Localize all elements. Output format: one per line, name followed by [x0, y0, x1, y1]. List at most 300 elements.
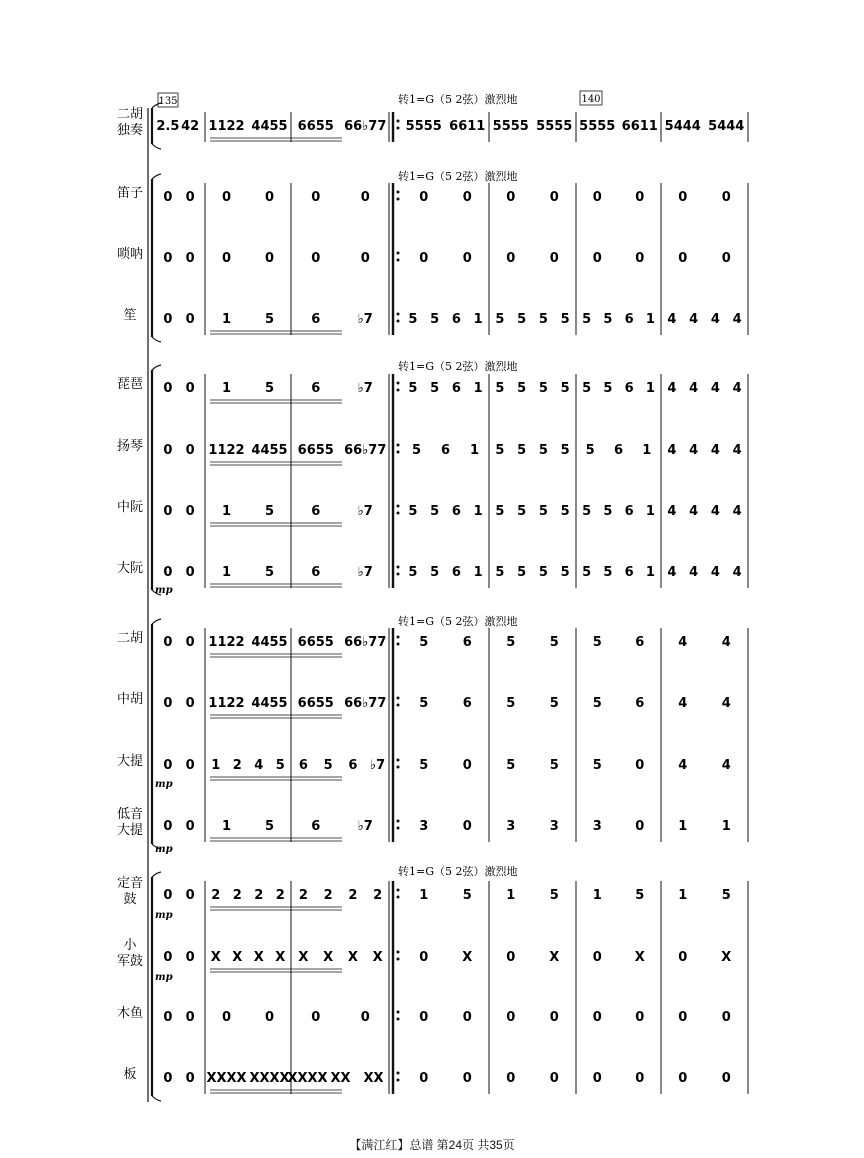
instrument-label: 大阮: [116, 561, 144, 576]
note-group: 5: [419, 696, 429, 711]
repeat-dot: [397, 896, 400, 899]
measure-number: 140: [581, 94, 601, 105]
note-group: 0: [221, 190, 232, 205]
note-group: 2: [323, 888, 333, 903]
note-group: 1: [645, 504, 655, 519]
note-group: 0: [360, 251, 370, 266]
note-group: 5: [264, 819, 275, 834]
note-group: 0: [462, 251, 472, 266]
note-group: ♭7: [357, 504, 373, 519]
note-group: 0: [506, 1071, 516, 1086]
note-group: 0: [185, 888, 195, 903]
note-group: 4: [689, 565, 699, 580]
note-group: 0: [678, 950, 688, 965]
note-group: XX: [330, 1071, 351, 1086]
note-group: 0: [163, 1010, 173, 1025]
note-group: 2.5: [156, 119, 180, 134]
dynamic-marking: mp: [155, 585, 173, 596]
note-group: X: [232, 950, 243, 965]
note-group: ♭7: [357, 819, 373, 834]
note-group: 1: [221, 565, 232, 580]
note-group: 0: [678, 251, 688, 266]
note-group: 0: [360, 1010, 370, 1025]
note-group: 6: [440, 443, 451, 458]
repeat-dot: [397, 759, 400, 762]
note-group: 1: [642, 443, 652, 458]
note-group: 5: [517, 565, 527, 580]
note-group: 0: [721, 1010, 731, 1025]
instrument-label: 大提: [116, 823, 144, 838]
note-group: 5: [592, 635, 602, 650]
note-group: 0: [185, 1071, 195, 1086]
note-group: 2: [275, 888, 285, 903]
note-group: 0: [549, 1071, 559, 1086]
note-group: X: [298, 950, 309, 965]
bracket-hook: [152, 174, 161, 179]
instrument-label: 大提: [116, 754, 144, 769]
repeat-dot: [397, 444, 400, 447]
note-group: 5555: [536, 119, 573, 134]
note-group: 6: [635, 635, 645, 650]
instrument-label: 中阮: [116, 500, 144, 515]
note-group: 1: [469, 443, 480, 458]
note-group: 1: [678, 888, 688, 903]
note-group: 0: [419, 190, 429, 205]
note-group: 4: [710, 565, 720, 580]
note-group: 1: [221, 312, 232, 327]
note-group: 0: [185, 819, 195, 834]
note-group: 0: [506, 190, 516, 205]
bracket-hook: [152, 337, 161, 342]
repeat-dot: [397, 951, 400, 954]
note-group: 0: [185, 251, 195, 266]
note-group: 6: [311, 381, 321, 396]
page-footer: 【满江红】总谱 第24页 共35页: [349, 1138, 515, 1152]
note-group: 0: [678, 190, 688, 205]
note-group: 0: [419, 1071, 429, 1086]
note-group: 0: [462, 1071, 472, 1086]
instrument-label: 唢呐: [116, 247, 144, 262]
note-group: 5: [419, 758, 429, 773]
repeat-dot: [397, 697, 400, 700]
note-group: 0: [185, 190, 195, 205]
note-group: 5: [517, 443, 527, 458]
note-group: 0: [163, 888, 173, 903]
note-group: 4: [710, 443, 720, 458]
note-group: X: [347, 950, 358, 965]
note-group: 1: [221, 381, 232, 396]
note-group: 4: [689, 312, 699, 327]
note-group: ♭7: [370, 758, 386, 773]
note-group: 4: [678, 696, 688, 711]
note-group: 4455: [251, 443, 288, 458]
note-group: 3: [549, 819, 559, 834]
note-group: 4: [732, 312, 742, 327]
instrument-label: 二胡: [116, 631, 144, 646]
note-group: 5: [603, 312, 613, 327]
note-group: 5: [495, 565, 505, 580]
note-group: 3: [506, 819, 516, 834]
dynamic-marking: mp: [155, 844, 173, 855]
dynamic-marking: mp: [155, 972, 173, 983]
note-group: 0: [635, 758, 645, 773]
note-group: 0: [678, 1010, 688, 1025]
note-group: 6: [311, 565, 321, 580]
instrument-label: 木鱼: [116, 1006, 144, 1021]
note-group: 4: [689, 443, 699, 458]
note-group: 5444: [708, 119, 745, 134]
note-group: 4: [732, 381, 742, 396]
note-group: 6: [451, 381, 461, 396]
note-group: 5: [721, 888, 731, 903]
note-group: 0: [462, 758, 472, 773]
note-group: 4: [710, 504, 720, 519]
note-group: 5: [538, 504, 548, 519]
note-group: 1122: [208, 119, 245, 134]
repeat-dot: [397, 1079, 400, 1082]
note-group: 0: [311, 190, 321, 205]
note-group: 0: [635, 1010, 645, 1025]
note-group: 4: [710, 381, 720, 396]
instrument-label: 鼓: [123, 892, 137, 907]
note-group: 5: [582, 565, 592, 580]
note-group: 4: [667, 504, 677, 519]
note-group: 2: [298, 888, 308, 903]
note-group: 5: [517, 504, 527, 519]
note-group: 6655: [297, 443, 334, 458]
note-group: 5555: [405, 119, 442, 134]
dynamic-marking: mp: [155, 910, 173, 921]
note-group: 5: [538, 312, 548, 327]
note-group: 5: [430, 504, 440, 519]
key-change-label: 转1=G（5 2弦）激烈地: [398, 615, 518, 628]
note-group: ♭7: [357, 565, 373, 580]
note-group: 1: [506, 888, 516, 903]
note-group: 5: [517, 312, 527, 327]
note-group: 2: [373, 888, 383, 903]
repeat-dot: [397, 820, 400, 823]
note-group: 0: [163, 565, 173, 580]
note-group: 0: [549, 251, 559, 266]
note-group: 5: [603, 504, 613, 519]
note-group: 66♭77: [344, 119, 387, 134]
instrument-label: 笛子: [116, 186, 144, 201]
note-group: 0: [264, 1010, 275, 1025]
note-group: 5: [495, 504, 505, 519]
note-group: 1122: [208, 443, 245, 458]
repeat-dot: [397, 1072, 400, 1075]
note-group: 5: [408, 504, 418, 519]
note-group: 5: [264, 381, 275, 396]
instrument-label: 琵琶: [116, 377, 144, 392]
note-group: 5: [495, 443, 505, 458]
note-group: 5555: [579, 119, 616, 134]
note-group: 0: [185, 1010, 195, 1025]
note-group: 5: [560, 312, 570, 327]
note-group: 6611: [621, 119, 658, 134]
note-group: 5: [585, 443, 595, 458]
note-group: 3: [419, 819, 429, 834]
note-group: 4455: [251, 635, 288, 650]
note-group: 0: [264, 190, 275, 205]
note-group: 0: [185, 312, 195, 327]
note-group: 5: [582, 312, 592, 327]
measure-number: 135: [158, 96, 178, 107]
note-group: 0: [185, 504, 195, 519]
repeat-dot: [397, 766, 400, 769]
repeat-dot: [397, 259, 400, 262]
note-group: 6: [462, 635, 472, 650]
note-group: 6: [311, 819, 321, 834]
note-group: 1: [473, 504, 483, 519]
note-group: 5: [549, 758, 559, 773]
note-group: 6611: [449, 119, 486, 134]
note-group: 6: [624, 312, 634, 327]
note-group: 0: [163, 312, 173, 327]
note-group: 5: [264, 565, 275, 580]
note-group: 1: [592, 888, 602, 903]
note-group: 3: [592, 819, 602, 834]
note-group: 0: [185, 758, 195, 773]
note-group: 0: [592, 950, 602, 965]
note-group: 4: [732, 565, 742, 580]
note-group: 0: [635, 190, 645, 205]
note-group: 0: [549, 1010, 559, 1025]
note-group: 4: [732, 504, 742, 519]
note-group: 5: [264, 504, 275, 519]
note-group: X: [372, 950, 383, 965]
instrument-label: 中胡: [116, 692, 144, 707]
note-group: 4455: [251, 119, 288, 134]
note-group: 4: [710, 312, 720, 327]
note-group: 5: [495, 312, 505, 327]
note-group: 6: [451, 504, 461, 519]
note-group: 1122: [208, 635, 245, 650]
note-group: 1: [721, 819, 731, 834]
note-group: 0: [221, 251, 232, 266]
note-group: 4: [667, 381, 677, 396]
repeat-dot: [397, 252, 400, 255]
note-group: 0: [635, 819, 645, 834]
note-group: 0: [635, 1071, 645, 1086]
note-group: 0: [506, 950, 516, 965]
note-group: 0: [419, 950, 429, 965]
note-group: 6: [462, 696, 472, 711]
note-group: 5: [411, 443, 422, 458]
repeat-dot: [397, 451, 400, 454]
note-group: 0: [163, 504, 173, 519]
note-group: XXXX: [287, 1071, 328, 1086]
note-group: 6655: [297, 635, 334, 650]
note-group: 6: [348, 758, 358, 773]
repeat-dot: [397, 120, 400, 123]
repeat-dot: [397, 573, 400, 576]
note-group: 6: [624, 381, 634, 396]
note-group: 5: [506, 635, 516, 650]
note-group: 0: [462, 190, 472, 205]
note-group: 1: [221, 819, 232, 834]
bracket-hook: [152, 365, 161, 370]
instrument-label: 低音: [116, 807, 144, 822]
note-group: 0: [721, 1071, 731, 1086]
note-group: 5: [549, 696, 559, 711]
note-group: 0: [506, 251, 516, 266]
note-group: 0: [185, 696, 195, 711]
instrument-label: 定音: [116, 876, 144, 891]
instrument-label: 独奏: [116, 123, 144, 138]
note-group: 5: [408, 381, 418, 396]
note-group: 0: [419, 1010, 429, 1025]
note-group: 4: [721, 635, 731, 650]
repeat-dot: [397, 127, 400, 130]
note-group: 1122: [208, 696, 245, 711]
note-group: XX: [363, 1071, 384, 1086]
bracket-hook: [152, 619, 161, 624]
note-group: 1: [221, 504, 232, 519]
note-group: 4: [667, 312, 677, 327]
note-group: 0: [592, 251, 602, 266]
note-group: 5444: [664, 119, 701, 134]
note-group: 4: [678, 635, 688, 650]
note-group: ♭7: [357, 312, 373, 327]
note-group: X: [634, 950, 645, 965]
note-group: XXXX: [249, 1071, 290, 1086]
instrument-label: 二胡: [116, 107, 144, 122]
note-group: 66♭77: [344, 635, 387, 650]
note-group: 66♭77: [344, 696, 387, 711]
note-group: 0: [311, 1010, 321, 1025]
note-group: 6: [311, 504, 321, 519]
note-group: 5: [506, 696, 516, 711]
note-group: 1: [645, 312, 655, 327]
note-group: 5: [419, 635, 429, 650]
repeat-dot: [397, 382, 400, 385]
note-group: 0: [721, 251, 731, 266]
note-group: 5: [430, 312, 440, 327]
repeat-dot: [397, 389, 400, 392]
note-group: 5: [549, 888, 559, 903]
note-group: 0: [163, 819, 173, 834]
note-group: 0: [592, 1010, 602, 1025]
note-group: 66♭77: [344, 443, 387, 458]
note-group: 0: [185, 565, 195, 580]
note-group: 1: [419, 888, 429, 903]
note-group: 0: [592, 1071, 602, 1086]
repeat-dot: [397, 191, 400, 194]
note-group: 0: [506, 1010, 516, 1025]
note-group: 5: [430, 565, 440, 580]
note-group: X: [253, 950, 264, 965]
note-group: 0: [163, 381, 173, 396]
note-group: 0: [163, 1071, 173, 1086]
note-group: 0: [635, 251, 645, 266]
repeat-dot: [397, 1018, 400, 1021]
note-group: 0: [163, 950, 173, 965]
note-group: 0: [592, 190, 602, 205]
note-group: 4: [678, 758, 688, 773]
note-group: 5: [592, 758, 602, 773]
note-group: 6: [311, 312, 321, 327]
note-group: XXXX: [206, 1071, 247, 1086]
note-group: 0: [163, 190, 173, 205]
repeat-dot: [397, 313, 400, 316]
note-group: 0: [721, 190, 731, 205]
note-group: 5: [538, 381, 548, 396]
note-group: 1: [473, 312, 483, 327]
note-group: 5: [549, 635, 559, 650]
note-group: 0: [462, 819, 472, 834]
note-group: 1: [678, 819, 688, 834]
note-group: 0: [163, 251, 173, 266]
note-group: 1: [473, 565, 483, 580]
note-group: 5: [538, 443, 548, 458]
note-group: X: [549, 950, 560, 965]
note-group: 6: [298, 758, 308, 773]
note-group: 0: [163, 635, 173, 650]
note-group: 5: [430, 381, 440, 396]
note-group: 5: [592, 696, 602, 711]
note-group: 0: [185, 443, 195, 458]
key-change-label: 转1=G（5 2弦）激烈地: [398, 170, 518, 183]
bracket-hook: [152, 1096, 161, 1101]
note-group: 5: [538, 565, 548, 580]
note-group: 0: [360, 190, 370, 205]
note-group: 4455: [251, 696, 288, 711]
note-group: 0: [163, 758, 173, 773]
note-group: 0: [462, 1010, 472, 1025]
note-group: 5: [275, 758, 285, 773]
note-group: 6: [624, 504, 634, 519]
note-group: 0: [163, 696, 173, 711]
instrument-label: 小: [123, 938, 137, 953]
repeat-dot: [397, 889, 400, 892]
note-group: 5: [506, 758, 516, 773]
repeat-dot: [397, 1011, 400, 1014]
note-group: 5: [560, 565, 570, 580]
note-group: 5: [517, 381, 527, 396]
note-group: 0: [185, 381, 195, 396]
note-group: 5: [323, 758, 333, 773]
note-group: ♭7: [357, 381, 373, 396]
note-group: 6: [451, 312, 461, 327]
repeat-dot: [397, 636, 400, 639]
note-group: 2: [254, 888, 264, 903]
note-group: 5: [408, 312, 418, 327]
note-group: 5: [560, 443, 570, 458]
note-group: 5: [603, 565, 613, 580]
repeat-dot: [397, 320, 400, 323]
note-group: 5: [582, 381, 592, 396]
instrument-label: 军鼓: [116, 954, 144, 969]
note-group: 5: [635, 888, 645, 903]
note-group: 6: [635, 696, 645, 711]
repeat-dot: [397, 512, 400, 515]
note-group: X: [462, 950, 473, 965]
repeat-dot: [397, 704, 400, 707]
note-group: 2: [232, 758, 242, 773]
bracket-hook: [152, 144, 161, 149]
note-group: 42: [181, 119, 200, 134]
note-group: 1: [645, 565, 655, 580]
key-change-label: 转1=G（5 2弦）激烈地: [398, 865, 518, 878]
note-group: 0: [264, 251, 275, 266]
dynamic-marking: mp: [155, 779, 173, 790]
note-group: 0: [678, 1071, 688, 1086]
note-group: 4: [254, 758, 264, 773]
note-group: X: [275, 950, 286, 965]
note-group: 5: [582, 504, 592, 519]
note-group: 6655: [297, 696, 334, 711]
